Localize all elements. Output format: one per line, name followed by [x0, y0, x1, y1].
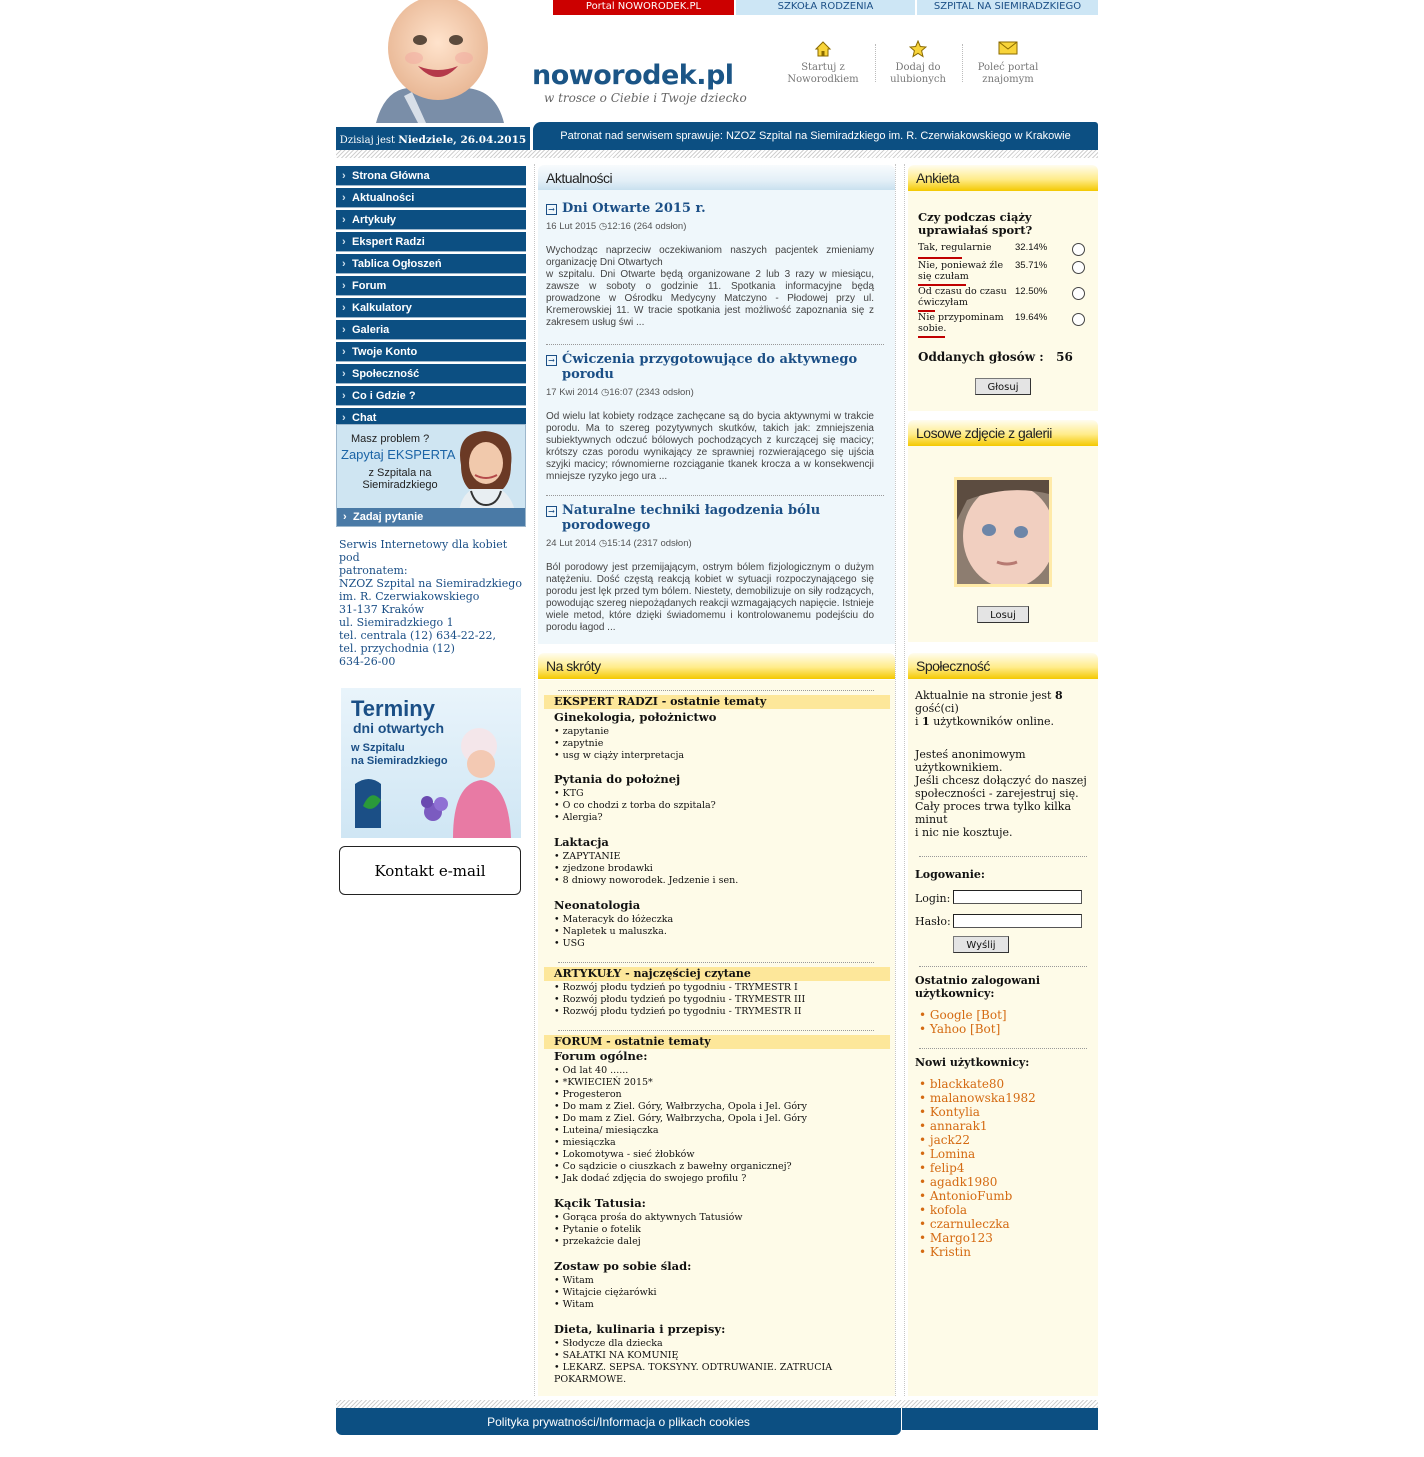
menu-item-artykuly[interactable]: › Artykuły [336, 210, 526, 230]
news-title-link[interactable] [546, 503, 894, 533]
menu-item-galeria[interactable]: › Galeria [336, 320, 526, 340]
menu-item-strona-glowna[interactable]: › Strona Główna [336, 166, 526, 186]
news-date: 24 Lut 2014 [546, 538, 597, 549]
open-days-banner[interactable] [341, 688, 521, 838]
poll-option-radio[interactable] [1072, 243, 1085, 256]
topic-link[interactable]: • O co chodzi z torba do szpitala? [554, 800, 884, 812]
poll-votes [918, 350, 1073, 364]
news-item [546, 503, 894, 634]
news-time: 15:14 [607, 538, 631, 549]
topic-link[interactable]: • Napletek u maluszka. [554, 926, 884, 938]
clock-icon: ◷ [598, 221, 608, 232]
clock-icon: ◷ [598, 538, 608, 549]
ekspert-radzi-heading: EKSPERT RADZI - ostatnie tematy [544, 695, 890, 709]
forum-topic-link[interactable]: • Co sądzicie o ciuszkach z bawełny organicznej? [554, 1161, 884, 1173]
ekspert-line2: Zapytaj EKSPERTA [341, 447, 456, 462]
user-link[interactable]: • blackkate80 [919, 1077, 1036, 1091]
forum-category: Dieta, kulinaria i przepisy: [554, 1322, 726, 1336]
ekspert-line3: z Szpitala na Siemiradzkiego [362, 467, 438, 491]
vote-button[interactable]: Głosuj [975, 378, 1031, 395]
forum-group [554, 1196, 884, 1248]
user-link[interactable]: • annarak1 [919, 1119, 1036, 1133]
gallery-heading: Losowe zdjęcie z galerii [908, 420, 1098, 446]
forum-topic-link[interactable]: • Witam [554, 1299, 884, 1311]
envelope-icon [963, 40, 1053, 60]
forum-group [554, 1049, 884, 1185]
login-label: Login: [915, 892, 951, 905]
user-link[interactable]: • kofola [919, 1203, 1036, 1217]
forum-topic-link[interactable]: • Słodycze dla dziecka [554, 1338, 884, 1350]
topic-link[interactable]: • usg w ciąży interpretacja [554, 750, 884, 762]
news-time: 12:16 [607, 221, 631, 232]
ekspert-group [554, 772, 884, 824]
tab-portal[interactable]: Portal NOWORODEK.PL [553, 0, 734, 15]
user-link[interactable]: • Google [Bot] [919, 1008, 1007, 1022]
header-link-label: Poleć portal znajomym [977, 62, 1039, 85]
news-views: (264 odsłon) [633, 221, 687, 232]
spolecznosc-heading: Społeczność [908, 653, 1098, 679]
guests-count: 8 [1054, 689, 1063, 702]
dotted-separator [558, 690, 874, 691]
ask-expert-banner[interactable] [336, 424, 526, 527]
current-date-bar [336, 127, 530, 150]
arrow-icon: → [546, 355, 557, 366]
dotted-separator [558, 1030, 874, 1031]
expert-doctor-image [445, 425, 526, 511]
patronat-banner: Patronat nad serwisem sprawuje: NZOZ Szpital na Siemiradzkiego im. R. Czerwiakowskiego w Krakowie [533, 122, 1098, 150]
menu-item-ekspert-radzi[interactable]: › Ekspert Radzi [336, 232, 526, 252]
terminy-subtitle: dni otwartych [353, 720, 445, 736]
online-prefix: Aktualnie na stronie jest [915, 689, 1052, 702]
dotted-separator [919, 1048, 1087, 1049]
last-logged-heading: Ostatnio zalogowani użytkownicy: [915, 974, 1041, 1000]
forum-topic-link[interactable]: • miesiączka [554, 1137, 884, 1149]
news-time: 16:07 [609, 387, 634, 398]
menu-item-aktualnosci[interactable]: › Aktualności [336, 188, 526, 208]
poll-option [918, 312, 1088, 336]
poll-option-label: Nie, ponieważ źle się czułam [918, 260, 1004, 282]
forum-topic-link[interactable]: • Witam [554, 1275, 884, 1287]
ekspert-category: Laktacja [554, 835, 609, 849]
contact-email-button[interactable]: Kontakt e-mail [339, 846, 521, 895]
article-link[interactable]: • Rozwój płodu tydzień po tygodniu - TRYMESTR II [554, 1006, 884, 1018]
dotted-separator [558, 962, 874, 963]
forum-topic-link[interactable]: • Pytanie o fotelik [554, 1224, 884, 1236]
forum-topic-link[interactable]: • Progesteron [554, 1089, 884, 1101]
user-link[interactable]: • Yahoo [Bot] [919, 1022, 1007, 1036]
user-link[interactable]: • Margo123 [919, 1231, 1036, 1245]
arrow-icon: → [546, 204, 557, 215]
user-link[interactable]: • AntonioFumb [919, 1189, 1036, 1203]
news-title-link[interactable] [546, 201, 894, 216]
random-gallery-photo[interactable] [957, 480, 1049, 584]
dotted-separator [919, 966, 1087, 967]
forum-topic-link[interactable]: • Luteina/ miesiączka [554, 1125, 884, 1137]
site-slogan: w trosce o Ciebie i Twoje dziecko [544, 91, 747, 105]
poll-option-percent: 35.71% [1015, 260, 1048, 271]
ekspert-category: Ginekologia, położnictwo [554, 710, 717, 724]
news-body: Od wielu lat kobiety rodzące zachęcane są do bycia aktywnymi w trakcie porodu. Ma to szereg pozytywnych skutków, takich jak: zmniejszenia subiektywnych odczuć bólowych pochodzących z kurczącej się macicy; krótszy czas porodu wynikający ze sprawniej rozwierającego się ujścia szyjki macicy; równomierne rozciąganie tkanek krocza a w konsekwencji mniejsze ryzyko jego ura ... [546, 411, 874, 482]
articles-list [554, 982, 884, 1018]
service-info [339, 538, 524, 668]
password-input[interactable] [953, 914, 1082, 928]
menu-item-forum[interactable]: › Forum [336, 276, 526, 296]
news-meta [546, 221, 894, 232]
menu-item-chat[interactable]: › Chat [336, 408, 526, 428]
terminy-where: w Szpitalu na Siemiradzkiego [351, 742, 448, 767]
aktualnosci-heading: Aktualności [538, 165, 895, 191]
topic-link[interactable]: • Alergia? [554, 812, 884, 824]
user-link[interactable]: • jack22 [919, 1133, 1036, 1147]
news-date: 16 Lut 2015 [546, 221, 597, 232]
topic-link[interactable]: • ZAPYTANIE [554, 851, 884, 863]
news-body: Ból porodowy jest przemijającym, ostrym bólem fizjologicznym o dużym natężeniu. Dość częstą reakcją kobiet w sytuacji rozpoczynającego się porodu jest lęk przed tym bólem. Niestety, demobilizuje on siły rodzących, powodując szereg niepożądanych reakcji wzmagających napięcie. Istnieje wiele metod, które dzięki świadomemu i kontrolowanemu podejściu do porodu łagod ... [546, 562, 874, 633]
new-users-list [919, 1077, 1036, 1259]
login-submit-button[interactable]: Wyślij [953, 936, 1009, 953]
user-link[interactable]: • agadk1980 [919, 1175, 1036, 1189]
arrow-icon: → [546, 506, 557, 517]
news-separator [546, 495, 884, 496]
news-title-text: Ćwiczenia przygotowujące do aktywnego porodu [562, 352, 858, 382]
users-count: 1 [922, 715, 930, 728]
tab-szpital[interactable]: SZPITAL NA SIEMIRADZKIEGO [917, 0, 1098, 15]
user-link[interactable]: • Kristin [919, 1245, 1036, 1259]
topic-link[interactable]: • zapytanie [554, 726, 884, 738]
menu-item-co-i-gdzie[interactable]: › Co i Gdzie ? [336, 386, 526, 406]
poll-question: Czy podczas ciąży uprawiałaś sport? [918, 210, 1033, 237]
login-heading: Logowanie: [915, 868, 985, 881]
privacy-policy-link[interactable]: Polityka prywatności/Informacja o plikach cookies [336, 1408, 901, 1435]
poll-option-percent: 19.64% [1015, 312, 1048, 323]
topic-link[interactable]: • KTG [554, 788, 884, 800]
news-item [546, 352, 894, 483]
poll-option-radio[interactable] [1072, 313, 1085, 326]
users-suffix: użytkowników online. [933, 715, 1055, 728]
news-meta [546, 387, 894, 398]
forum-topic-link[interactable]: • Do mam z Ziel. Góry, Wałbrzycha, Opola i Jel. Góry [554, 1113, 884, 1125]
recommend-portal-link[interactable] [963, 40, 1053, 86]
poll-option-radio[interactable] [1072, 261, 1085, 274]
topic-link[interactable]: • zjedzone brodawki [554, 863, 884, 875]
last-logged-list [919, 1008, 1007, 1036]
poll-votes-label: Oddanych głosów : [918, 350, 1044, 364]
star-icon [873, 40, 963, 60]
password-label: Hasło: [915, 915, 951, 928]
ekspert-group [554, 898, 884, 950]
user-link[interactable]: • Lomina [919, 1147, 1036, 1161]
poll-votes-count: 56 [1056, 350, 1073, 364]
tab-szkola-rodzenia[interactable]: SZKOŁA RODZENIA [736, 0, 915, 15]
clock-icon: ◷ [600, 387, 610, 398]
terminy-illustration [341, 688, 521, 838]
menu-item-tablica-ogloszen[interactable]: › Tablica Ogłoszeń [336, 254, 526, 274]
header-link-label: Dodaj do ulubionych [890, 62, 946, 85]
terminy-title: Terminy [351, 696, 435, 721]
hatched-divider [336, 150, 1098, 158]
forum-heading: FORUM - ostatnie tematy [544, 1035, 890, 1049]
header-link-label: Startuj z Noworodkiem [787, 62, 859, 85]
forum-category: Zostaw po sobie ślad: [554, 1259, 692, 1273]
guests-suffix: gość(ci) [915, 702, 959, 715]
home-icon [778, 40, 868, 60]
news-title-text: Naturalne techniki łagodzenia bólu porodowego [562, 503, 821, 533]
forum-category: Kącik Tatusia: [554, 1196, 646, 1210]
news-item [546, 201, 894, 329]
user-link[interactable]: • Kontylia [919, 1105, 1036, 1119]
poll-result-bar [918, 336, 945, 338]
poll-option [918, 260, 1088, 284]
menu-item-twoje-konto[interactable]: › Twoje Konto [336, 342, 526, 362]
current-date: Niedziele, 26.04.2015 [398, 134, 527, 146]
news-meta [546, 538, 894, 549]
forum-topic-link[interactable]: • Gorąca prośa do aktywnych Tatusiów [554, 1212, 884, 1224]
poll-option [918, 286, 1088, 310]
menu-item-spolecznosc[interactable]: › Społeczność [336, 364, 526, 384]
news-title-text: Dni Otwarte 2015 r. [562, 201, 706, 216]
poll-result-bar [918, 257, 962, 259]
header-baby-image [356, 0, 516, 123]
anonymous-info: Jesteś anonimowym użytkownikiem. Jeśli chcesz dołączyć do naszej społeczności - zarejestruj się. Cały proces trwa tylko kilka minut i nic nie kosztuje. [915, 748, 1087, 839]
menu-item-kalkulatory[interactable]: › Kalkulatory [336, 298, 526, 318]
forum-topic-link[interactable]: • przekażcie dalej [554, 1236, 884, 1248]
article-link[interactable]: • Rozwój płodu tydzień po tygodniu - TRYMESTR I [554, 982, 884, 994]
ekspert-group [554, 835, 884, 887]
forum-topic-link[interactable]: • Od lat 40 ...... [554, 1065, 884, 1077]
artykuly-heading: ARTYKUŁY - najczęściej czytane [544, 967, 890, 981]
forum-topic-link[interactable]: • LEKARZ. SEPSA. TOKSYNY. ODTRUWANIE. ZATRUCIA POKARMOWE. [554, 1362, 884, 1386]
dotted-separator [919, 856, 1087, 857]
hatched-divider [336, 1400, 1098, 1408]
start-with-noworodek-link[interactable] [778, 40, 868, 86]
topic-link[interactable]: • 8 dniowy noworodek. Jedzenie i sen. [554, 875, 884, 887]
ekspert-category: Neonatologia [554, 898, 641, 912]
add-to-favorites-link[interactable] [873, 40, 963, 86]
forum-group [554, 1259, 884, 1311]
login-input[interactable] [953, 890, 1082, 904]
poll-option-percent: 12.50% [1015, 286, 1048, 297]
news-separator [546, 344, 884, 345]
site-logo[interactable]: noworodek.pl [532, 60, 734, 91]
poll-option-label: Nie przypominam sobie. [918, 312, 1004, 334]
footer-right-bar [902, 1408, 1098, 1430]
news-date: 17 Kwi 2014 [546, 387, 599, 398]
news-body: Wychodząc naprzeciw oczekiwaniom naszych pacjentek zmieniamy organizację Dni Otwartych w szpitalu. Dni Otwarte będą organizowane 2 lub 3 razy w miesiącu, zawsze w soboty o godzinie 11. Spotkania informacyjne będą prowadzone w Ośrodku Medycyny Matczyno - Płodowej przy ul. Kremerowskiej 11. W tracie spotkania jest możliwość zapoznania się z zakresem usług świ ... [546, 245, 874, 328]
article-link[interactable]: • Rozwój płodu tydzień po tygodniu - TRYMESTR III [554, 994, 884, 1006]
forum-topic-link[interactable]: • Jak dodać zdjęcia do swojego profilu ? [554, 1173, 884, 1185]
topic-link[interactable]: • USG [554, 938, 884, 950]
users-prefix: i [915, 715, 919, 728]
ask-question-button[interactable]: › Zadaj pytanie [337, 508, 526, 526]
ekspert-line1: Masz problem ? [351, 433, 430, 445]
service-info-text: Serwis Internetowy dla kobiet pod patronatem: NZOZ Szpital na Siemiradzkiego im. R. Czerwiakowskiego 31-137 Kraków ul. Siemiradzkiego 1 tel. centrala (12) 634-22-22, tel. przychodnia (12) 634-26-00 [339, 538, 522, 668]
topic-link[interactable]: • Materacyk do łóżeczka [554, 914, 884, 926]
na-skroty-heading: Na skróty [538, 653, 895, 679]
forum-topic-link[interactable]: • Witajcie ciężarówki [554, 1287, 884, 1299]
poll-option-label: Od czasu do czasu ćwiczyłam [918, 286, 1007, 308]
news-views: (2317 odsłon) [633, 538, 692, 549]
forum-topic-link[interactable]: • Lokomotywa - sieć żłobków [554, 1149, 884, 1161]
forum-topic-link[interactable]: • SAŁATKI NA KOMUNIĘ [554, 1350, 884, 1362]
forum-topic-link[interactable]: • *KWIECIEŃ 2015* [554, 1077, 884, 1089]
forum-group [554, 1322, 884, 1386]
user-link[interactable]: • malanowska1982 [919, 1091, 1036, 1105]
news-title-link[interactable] [546, 352, 894, 382]
random-photo-button[interactable]: Losuj [977, 606, 1029, 623]
new-users-heading: Nowi użytkownicy: [915, 1056, 1030, 1069]
topic-link[interactable]: • zapytnie [554, 738, 884, 750]
forum-topic-link[interactable]: • Do mam z Ziel. Góry, Wałbrzycha, Opola i Jel. Góry [554, 1101, 884, 1113]
ankieta-heading: Ankieta [908, 165, 1098, 191]
poll-option-label: Tak, regularnie [918, 242, 992, 253]
forum-category: Forum ogólne: [554, 1049, 648, 1063]
page-wrapper [336, 0, 1098, 1440]
poll-option-radio[interactable] [1072, 287, 1085, 300]
user-link[interactable]: • felip4 [919, 1161, 1036, 1175]
ekspert-category: Pytania do położnej [554, 772, 681, 786]
news-views: (2343 odsłon) [635, 387, 694, 398]
user-link[interactable]: • czarnuleczka [919, 1217, 1036, 1231]
ekspert-group [554, 710, 884, 762]
date-prefix: Dzisiaj jest [339, 135, 396, 146]
main-menu [336, 166, 526, 430]
poll-option-percent: 32.14% [1015, 242, 1048, 253]
online-status [915, 689, 1091, 728]
